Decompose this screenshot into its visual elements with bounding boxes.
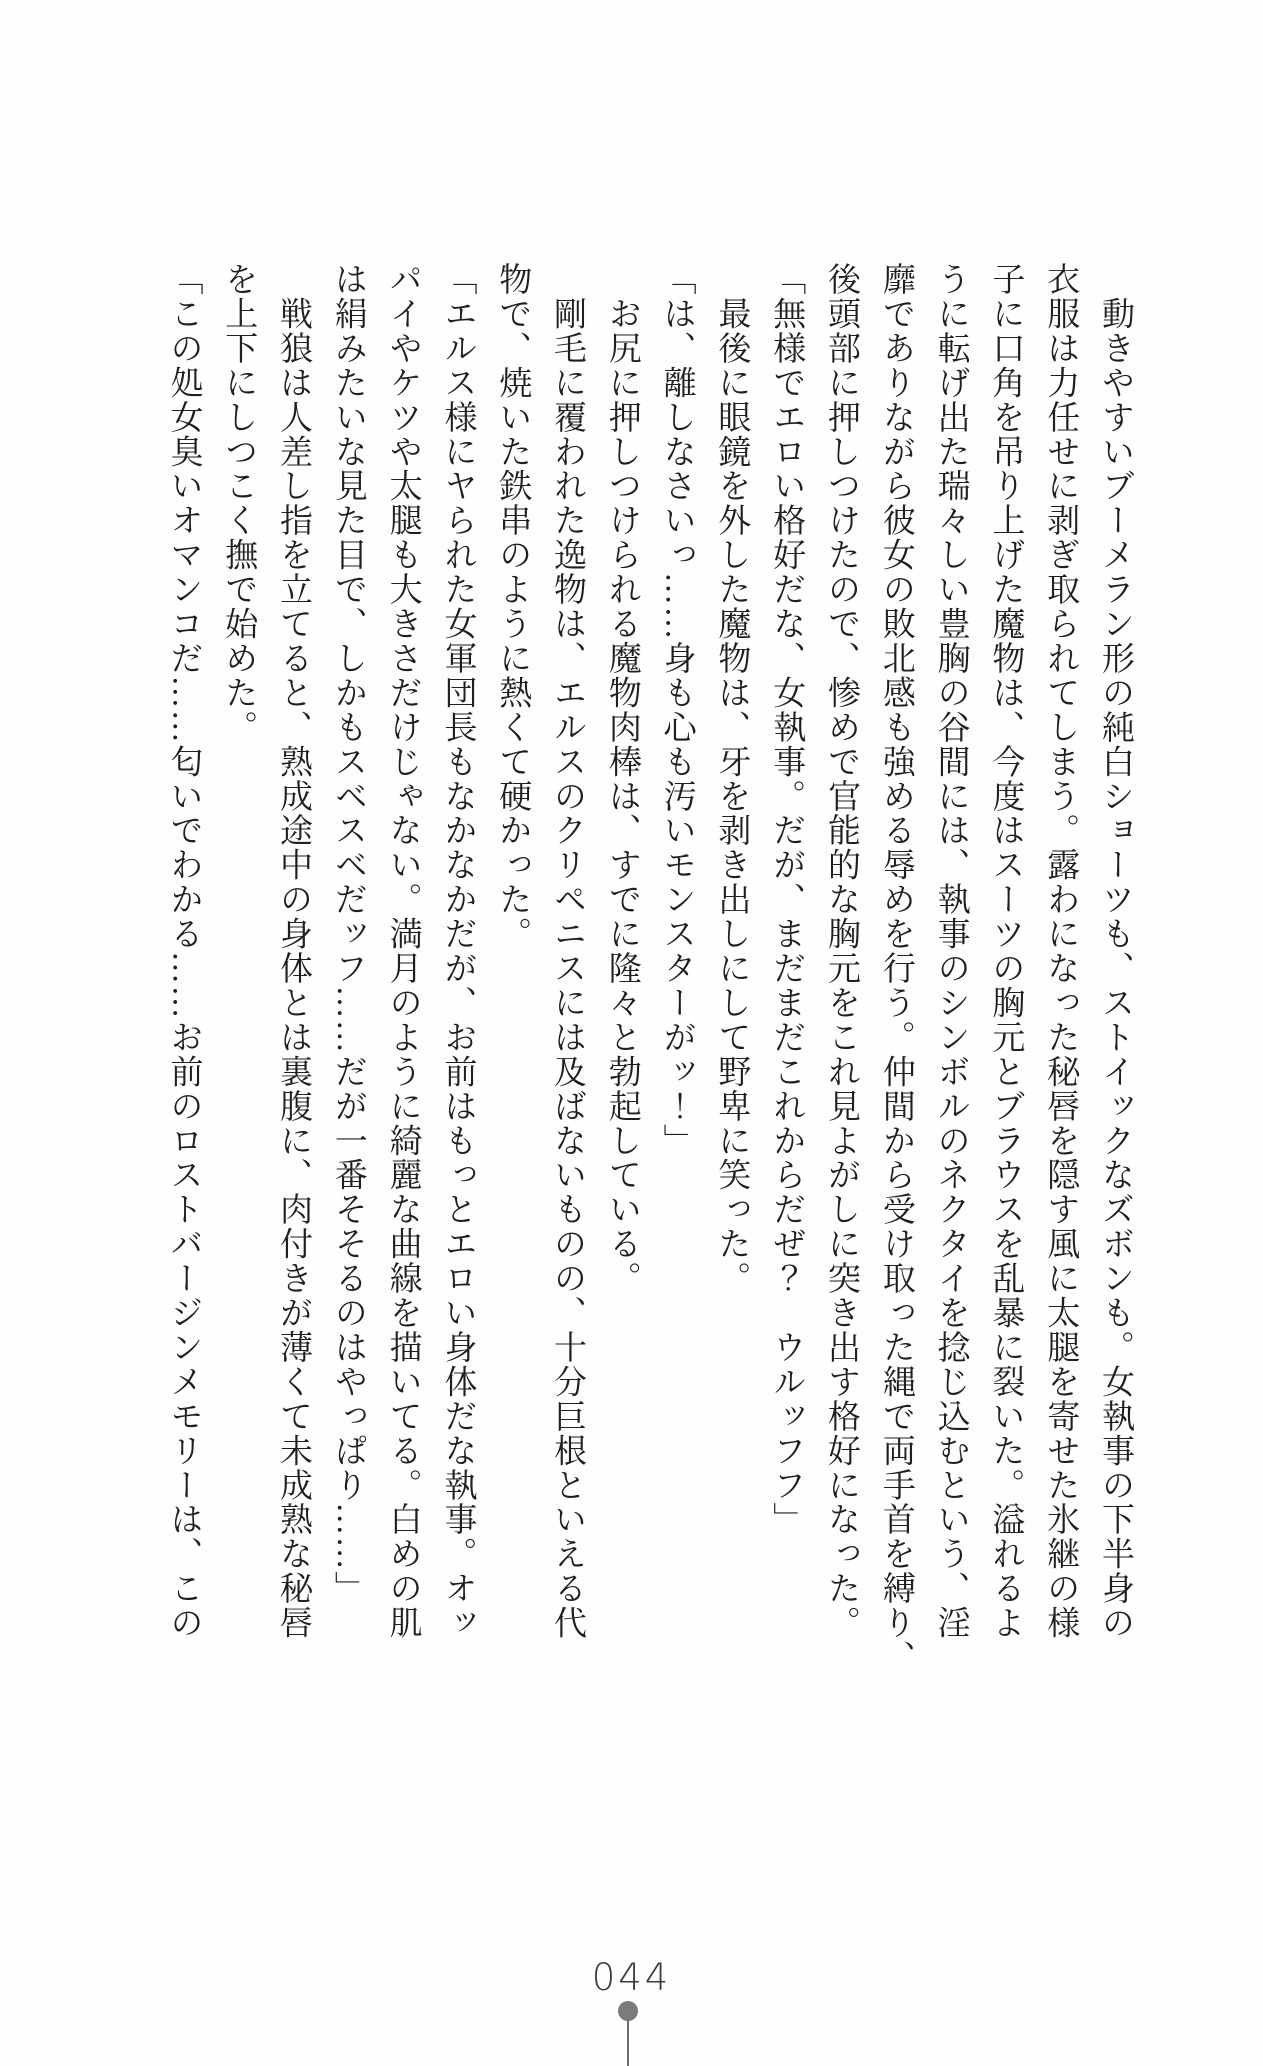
text-column: うに転げ出た瑞々しい豊胸の谷間には、執事のシンボルのネクタイを捻じ込むという、淫 bbox=[932, 262, 969, 1640]
text-column: 戦狼は人差し指を立てると、熟成途中の身体とは裏腹に、肉付きが薄くて未成熟な秘唇 bbox=[275, 262, 312, 1640]
text-column: 「エルス様にヤられた女軍団長もなかなかだが、お前はもっとエロい身体だな執事。オッ bbox=[439, 262, 476, 1640]
text-column: お尻に押しつけられる魔物肉棒は、すでに隆々と勃起している。 bbox=[603, 262, 640, 1296]
text-column: は絹みたいな見た目で、しかもスベスベだッフ……だが一番そそるのはやっぱり……」 bbox=[329, 262, 366, 1606]
text-column: を上下にしつこく撫で始めた。 bbox=[220, 262, 257, 745]
marker-dot-icon bbox=[618, 2001, 638, 2021]
body-text bbox=[156, 262, 1142, 1683]
text-column: パイやケツや太腿も大きさだけじゃない。満月のように綺麗な曲線を描いてる。白めの肌 bbox=[384, 262, 421, 1640]
page-number: 044 bbox=[591, 1956, 672, 1999]
text-column: 動きやすいブーメラン形の純白ショーツも、ストイックなズボンも。女執事の下半身の bbox=[1097, 262, 1133, 1640]
text-column: 物で、焼いた鉄串のように熱くて硬かった。 bbox=[494, 262, 531, 951]
text-column: 子に口角を吊り上げた魔物は、今度はスーツの胸元とブラウスを乱暴に裂いた。溢れるよ bbox=[987, 262, 1024, 1640]
text-column: 靡でありながら彼女の敗北感も強める辱めを行う。仲間から受け取った縄で両手首を縛り、 bbox=[877, 262, 914, 1675]
text-column: 最後に眼鏡を外した魔物は、牙を剥き出しにして野卑に笑った。 bbox=[713, 262, 750, 1296]
text-column: 「無様でエロい格好だな、女執事。だが、まだまだこれからだぜ？ ウルッフフ」 bbox=[768, 262, 805, 1537]
text-column: 後頭部に押しつけたので、惨めで官能的な胸元をこれ見よがしに突き出す格好になった。 bbox=[823, 262, 860, 1640]
text-column: 衣服は力任せに剥ぎ取られてしまう。露わになった秘唇を隠す風に太腿を寄せた氷継の様 bbox=[1042, 262, 1079, 1640]
marker-stem bbox=[627, 2019, 629, 2066]
text-column: 剛毛に覆われた逸物は、エルスのクリペニスには及ばないものの、十分巨根といえる代 bbox=[549, 262, 586, 1640]
text-column: 「は、離しなさいっ……身も心も汚いモンスターがッ！」 bbox=[658, 262, 695, 1158]
text-column: 「この処女臭いオマンコだ……匂いでわかる……お前のロストバージンメモリーは、この bbox=[165, 262, 202, 1640]
